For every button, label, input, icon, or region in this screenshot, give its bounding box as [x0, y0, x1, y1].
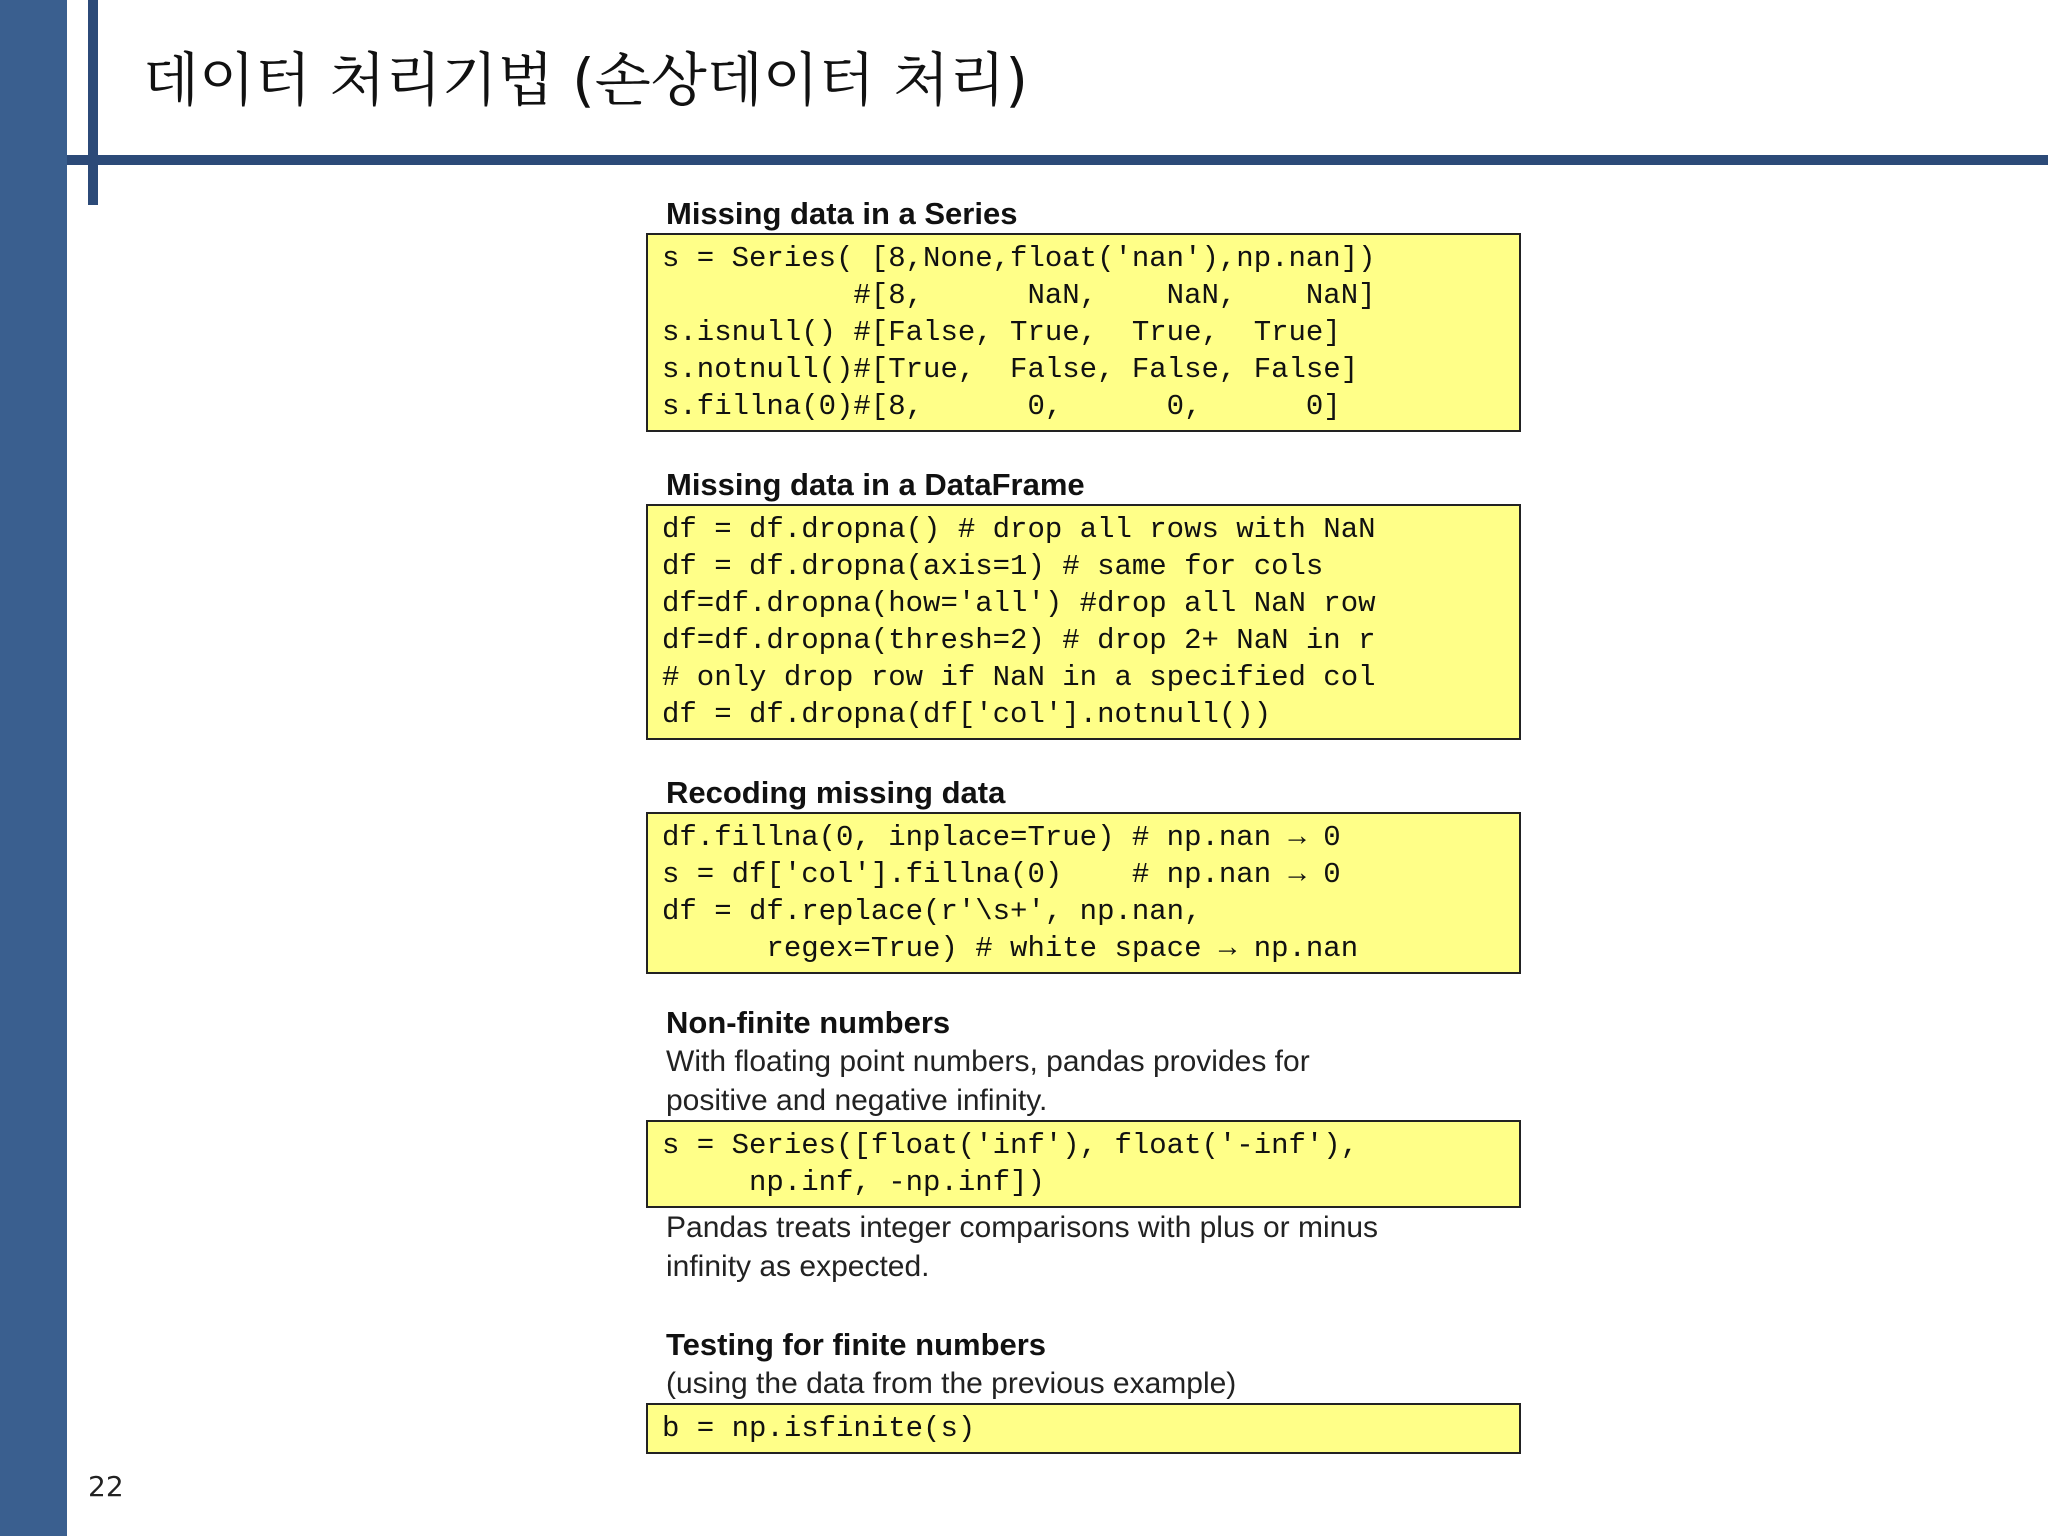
- code-line: s = Series([float('inf'), float('-inf'),: [662, 1129, 1359, 1162]
- page-number: 22: [88, 1470, 124, 1503]
- code-line: s.fillna(0)#[8, 0, 0, 0]: [662, 390, 1341, 423]
- code-block-nonfinite: [646, 1120, 1521, 1208]
- code-line: # only drop row if NaN in a specified col: [662, 661, 1376, 694]
- nonfinite-intro-line: With floating point numbers, pandas provides for: [666, 1045, 1310, 1078]
- code-block-series: [646, 233, 1521, 432]
- slide-title: 데이터 처리기법 (손상데이터 처리): [143, 46, 1028, 114]
- section-heading-nonfinite: Non-finite numbers: [666, 1005, 951, 1040]
- code-line: df = df.dropna(df['col'].notnull()): [662, 698, 1272, 731]
- code-block-finite: [646, 1403, 1521, 1454]
- section-heading-recoding: Recoding missing data: [666, 775, 1006, 810]
- nonfinite-outro-line: infinity as expected.: [666, 1250, 930, 1283]
- code-line: df=df.dropna(thresh=2) # drop 2+ NaN in r: [662, 624, 1376, 657]
- code-line: b = np.isfinite(s): [662, 1412, 976, 1445]
- section-heading-dataframe: Missing data in a DataFrame: [666, 467, 1085, 502]
- finite-intro-line: (using the data from the previous example): [666, 1367, 1237, 1400]
- cheatsheet-content: [646, 195, 1521, 1454]
- title-vertical-rule: [88, 0, 98, 205]
- code-line: s = df['col'].fillna(0) # np.nan → 0: [662, 858, 1341, 891]
- title-horizontal-rule: [67, 155, 2048, 165]
- code-block-recoding: [646, 812, 1521, 974]
- code-line: s.notnull()#[True, False, False, False]: [662, 353, 1359, 386]
- nonfinite-outro-line: Pandas treats integer comparisons with plus or minus: [666, 1211, 1379, 1244]
- section-heading-series: Missing data in a Series: [666, 196, 1018, 231]
- code-line: s.isnull() #[False, True, True, True]: [662, 316, 1341, 349]
- code-line: #[8, NaN, NaN, NaN]: [662, 279, 1376, 312]
- section-heading-finite: Testing for finite numbers: [666, 1327, 1047, 1362]
- left-accent-bar: [0, 0, 67, 1536]
- code-line: s = Series( [8,None,float('nan'),np.nan]): [662, 242, 1376, 275]
- nonfinite-intro-line: positive and negative infinity.: [666, 1084, 1048, 1117]
- code-line: df = df.dropna(axis=1) # same for cols: [662, 550, 1324, 583]
- code-block-dataframe: [646, 504, 1521, 740]
- code-line: regex=True) # white space → np.nan: [662, 932, 1359, 965]
- code-line: df.fillna(0, inplace=True) # np.nan → 0: [662, 821, 1341, 854]
- code-line: df = df.replace(r'\s+', np.nan,: [662, 895, 1202, 928]
- code-line: df = df.dropna() # drop all rows with NaN: [662, 513, 1376, 546]
- code-line: df=df.dropna(how='all') #drop all NaN row: [662, 587, 1376, 620]
- code-line: np.inf, -np.inf]): [662, 1166, 1045, 1199]
